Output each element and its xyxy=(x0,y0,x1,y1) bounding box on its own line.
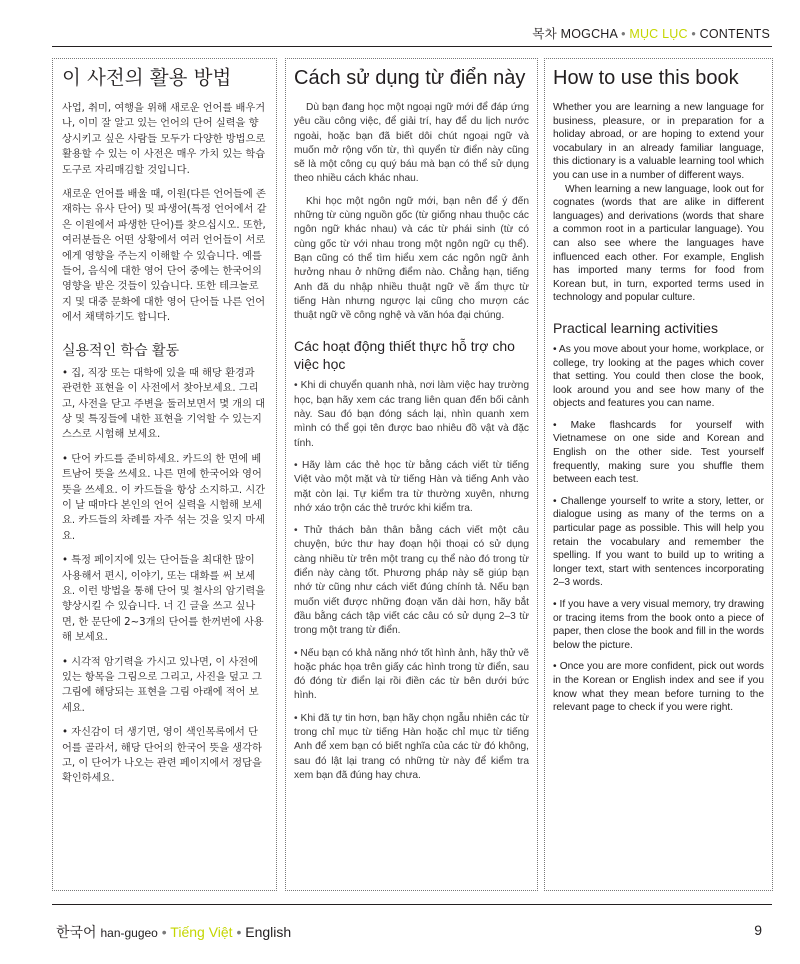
korean-title: 이 사전의 활용 방법 xyxy=(62,66,232,89)
vietnamese-bullet-1: • Khi di chuyển quanh nhà, nơi làm việc hay trường học, bạn hãy xem các trang liên quan đến bối cảnh này. Sau đó bạn đóng sách lại, nhìn quanh xem mình có thể gọi tên được bao nhiêu đồ vật và đặc tính. xyxy=(294,380,529,449)
korean-bullet-5: • 자신감이 더 생기면, 영이 색인목록에서 단어를 골라서, 해당 단어의 한국어 뜻을 생각하고, 이 단어가 나오는 관련 페이지에서 정답을 확인하세요. xyxy=(62,727,262,785)
running-header xyxy=(532,24,770,42)
english-bullet-4: • If you have a very visual memory, try drawing or tracing items from the book onto a piece of paper, then close the book and fill in the words below the picture. xyxy=(553,599,764,651)
english-column xyxy=(544,58,773,891)
korean-bullet-3: • 특정 페이지에 있는 단어들을 최대한 많이 사용해서 편시, 이야기, 또는 대화를 써 보세요. 이런 방법을 통해 단어 및 철사의 암기력을 향상시킬 수 있습니다. 너 긴 글을 쓰고 싶나면, 한 문단에 2~3개의 단어를 한꺼번에 사용해 보세요. xyxy=(62,555,266,644)
english-paragraph-1: Whether you are learning a new language for business, pleasure, or in preparation for a holiday abroad, or are hoping to extend your vocabulary in an already familiar language, this dictionary is a valuable learning tool which you can use in a number of different ways. xyxy=(553,102,764,181)
english-subtitle: Practical learning activities xyxy=(553,319,718,336)
vietnamese-title: Cách sử dụng từ điển này xyxy=(294,67,526,89)
header-separator-2: • xyxy=(691,27,696,41)
vietnamese-bullet-4: • Nếu bạn có khả năng nhớ tốt hình ảnh, hãy thử vẽ hoặc phác họa trên giấy các hình trong từ điển, sau đó đóng từ điển lại rồi điền các từ bên dưới bức hình. xyxy=(294,647,529,702)
footer-vietnamese: Tiếng Việt xyxy=(170,924,233,940)
header-vietnamese: MỤC LỤC xyxy=(629,27,688,41)
english-bullet-1: • As you move about your home, workplace, or college, try looking at the pages which cover that setting. You could then close the book, look around you and see how many of the objects and features you can name. xyxy=(553,343,764,410)
korean-bullet-2: • 단어 카드를 준비하세요. 카드의 한 면에 베트남어 뜻을 쓰세요. 나른 면에 한국어와 영어 뜻을 쓰세요. 이 카드들을 항상 소지하고. 시간이 날 때마다 본인의 언어 실력을 시험해 보세요. 카드들의 차례를 자주 섞는 것을 잊지 마세요. xyxy=(62,453,266,542)
footer-korean: 한국어 xyxy=(56,925,97,941)
english-bullet-3: • Challenge yourself to write a story, letter, or dialogue using as many of the terms on a particular page as possible. This will help you retain the vocabulary and remember the spelling. If you want to build up to writing a longer text, start with sentences incorporating 2–3 words. xyxy=(553,495,764,589)
footer-romanized: han-gugeo xyxy=(100,926,158,940)
english-paragraph-2: When learning a new language, look out for cognates (words that are alike in different languages) and derivations (words that share a common root in a particular language). You can also see where the languages have influenced each other. For example, English has imported many terms for food from Korean but, in turn, exported terms used in technology and popular culture. xyxy=(553,183,764,304)
vietnamese-bullet-3: • Thử thách bản thân bằng cách viết một câu chuyện, bức thư hay đoạn hội thoại có sử dụng càng nhiều từ trên một trang cụ thể nào đó trong từ điển này càng tốt. Phương pháp này sẽ giúp bạn nhớ từ cũng như cách viết đúng chính tả. Nếu bạn muốn viết được những đoạn văn dài hơn, hãy bắt đầu bằng cách tập viết các câu có sử dụng 2–3 từ trong một trang từ điển. xyxy=(294,525,529,637)
english-title: How to use this book xyxy=(553,67,739,89)
header-romanized: MOGCHA xyxy=(560,27,618,41)
korean-subtitle: 실용적인 학습 활동 xyxy=(62,342,180,359)
vietnamese-subtitle: Các hoạt động thiết thực hỗ trợ cho việc học xyxy=(294,338,515,373)
korean-column xyxy=(52,58,277,891)
footer-rule xyxy=(52,904,772,905)
header-korean: 목차 xyxy=(532,26,557,41)
vietnamese-bullet-5: • Khi đã tự tin hơn, bạn hãy chọn ngẫu nhiên các từ trong chỉ mục từ tiếng Hàn hoặc chỉ mục từ tiếng Anh để xem bạn có biết nghĩa của các từ đó không, sau đó lật lại trang có những từ này để kiểm tra xem bạn đã đúng hay chưa. xyxy=(294,712,529,781)
korean-paragraph-2: 새로운 언어를 배울 때, 이원(다른 언어들에 존재하는 유사 단어) 및 파생어(특정 언어에서 같은 이원에서 파생한 단어)를 찾으십시오. 또한, 여러분들은 어떤 상황에서 여러 언어들이 서로에게 영향을 주는지 이해할 수 있습니다. 예를 들어, 음식에 대한 영어 단어 중에는 한국어의 영향을 받은 것들이 있습니다. 또한 테크놀로지 및 대중 문화에 대한 영어 단어들 나른 언어에서 채택하기도 합니다. xyxy=(62,189,267,324)
header-rule xyxy=(52,46,772,47)
header-separator-1: • xyxy=(621,27,626,41)
footer-separator-2: • xyxy=(236,924,242,940)
korean-paragraph-1: 사업, 취미, 여행을 위해 새로운 언어를 배우거나, 이미 잘 알고 있는 언어의 단어 실력을 향상시키고 싶은 사람들 모두가 다양한 방법으로 활용할 수 있는 이 사전은 매우 가치 있는 학습 도구로 자리매김할 것입니다. xyxy=(62,103,266,176)
footer-separator-1: • xyxy=(161,924,167,940)
vietnamese-paragraph-2: Khi học một ngôn ngữ mới, bạn nên để ý đến những từ cùng nguồn gốc (từ giống nhau thuộc các ngôn ngữ khác nhau) và các từ phái sinh (từ có cùng gốc từ với nhau trong một ngôn ngữ cụ thể). Bạn cũng có thể tìm hiểu xem các ngôn ngữ ảnh hưởng nhau ở những điểm nào. Chẳng hạn, tiếng Anh đã du nhập nhiều thuật ngữ về ẩm thực từ tiếng Hàn nhưng ngược lại cũng cho mượn các thuật ngữ về công nghệ và văn hóa đại chúng. xyxy=(294,195,529,322)
page-number: 9 xyxy=(754,922,762,938)
vietnamese-bullet-2: • Hãy làm các thẻ học từ bằng cách viết từ tiếng Việt vào một mặt và từ tiếng Hàn và tiếng Anh vào mặt còn lại. Tự kiểm tra từ thường xuyên, nhưng nhớ xáo trộn các thẻ trước khi kiểm tra. xyxy=(294,459,529,514)
header-english: CONTENTS xyxy=(699,27,770,41)
english-bullet-2: • Make flashcards for yourself with Vietnamese on one side and Korean and English on the other side. Test yourself frequently, making sure you shuffle them between each test. xyxy=(553,419,764,486)
korean-bullet-1: • 집, 직장 또는 대학에 있을 때 해당 환경과 관련한 표현을 이 사전에서 찾아보세요. 그리고, 사전을 닫고 주변을 둘러보면서 몇 개의 대상 및 특징들에 내한 표현을 기억할 수 있는지 스스로 시험해 보세요. xyxy=(62,367,266,441)
running-footer xyxy=(56,922,291,942)
vietnamese-paragraph-1: Dù bạn đang học một ngoại ngữ mới để đáp ứng yêu cầu công việc, để giải trí, hay để du lịch nước ngoài, hoặc bạn đã biết dôi chút ngoại ngữ và muốn mở rộng vốn từ, thì quyển từ điển này cũng sẽ là một công cụ quý báu mà bạn có thể sử dụng theo nhiều cách khác nhau. xyxy=(294,102,529,185)
english-bullet-5: • Once you are more confident, pick out words in the Korean or English index and see if you know what they mean before turning to the relevant page to check if you were right. xyxy=(553,661,764,714)
korean-bullet-4: • 시각적 암기력을 가시고 있나면, 이 사전에 있는 항목을 그림으로 그리고, 사진을 덮고 그 그림에 해당되는 표현을 그림 아래에 적어 보세요. xyxy=(62,656,262,714)
vietnamese-column xyxy=(285,58,538,891)
footer-english: English xyxy=(245,924,292,940)
